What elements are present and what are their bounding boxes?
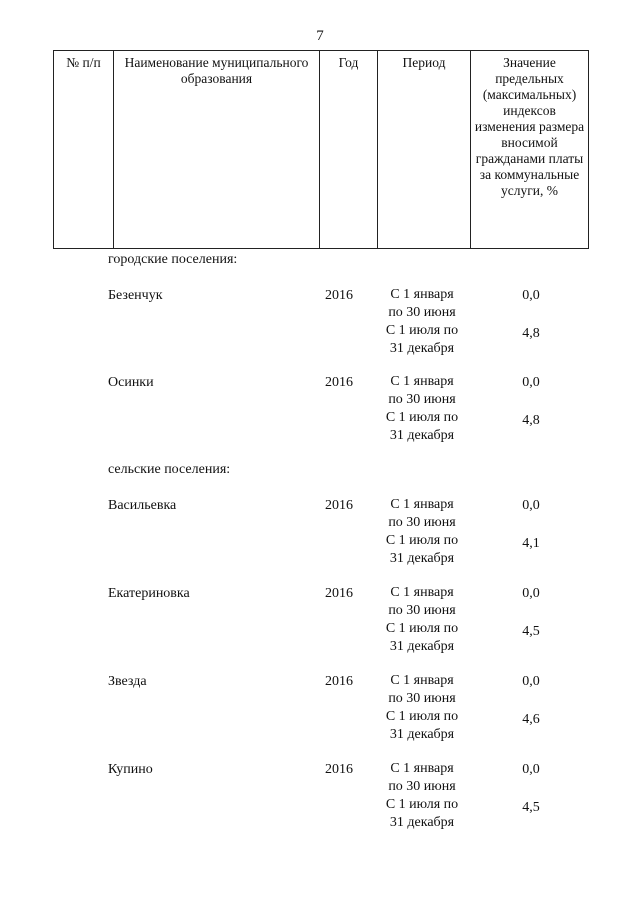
row-period: С 1 января по 30 июня С 1 июля по 31 декабря — [385, 287, 459, 356]
table-row — [0, 373, 640, 453]
row-values: 0,0 4,6 — [522, 674, 540, 727]
page-number: 7 — [316, 28, 324, 44]
table-header — [53, 50, 589, 249]
row-values: 0,0 4,8 — [522, 288, 540, 341]
group-title-urban: городские поселения: — [108, 252, 238, 267]
header-year: Год — [320, 51, 378, 249]
header-num: № п/п — [54, 51, 114, 249]
header-name: Наименование муниципального образования — [114, 51, 320, 249]
row-values: 0,0 4,8 — [522, 375, 540, 428]
row-name: Екатериновка — [108, 586, 190, 601]
row-year: 2016 — [325, 586, 353, 601]
header-period: Период — [378, 51, 471, 249]
row-name: Купино — [108, 762, 153, 777]
row-year: 2016 — [325, 674, 353, 689]
row-period: С 1 января по 30 июня С 1 июля по 31 декабря — [385, 761, 459, 830]
row-year: 2016 — [325, 762, 353, 777]
group-title-rural: сельские поселения: — [108, 462, 231, 477]
row-name: Безенчук — [108, 288, 163, 303]
table-row — [0, 286, 640, 366]
table-row — [0, 672, 640, 752]
row-name: Васильевка — [108, 498, 177, 513]
row-name: Звезда — [108, 674, 147, 689]
table-row — [0, 584, 640, 664]
row-period: С 1 января по 30 июня С 1 июля по 31 декабря — [385, 585, 459, 654]
table-row — [0, 760, 640, 840]
row-values: 0,0 4,5 — [522, 586, 540, 639]
row-period: С 1 января по 30 июня С 1 июля по 31 декабря — [385, 673, 459, 742]
row-year: 2016 — [325, 375, 353, 390]
row-year: 2016 — [325, 288, 353, 303]
row-values: 0,0 4,5 — [522, 762, 540, 815]
table-row — [0, 496, 640, 576]
row-year: 2016 — [325, 498, 353, 513]
header-value: Значение предельных (максимальных) индексов изменения размера вносимой гражданами платы за коммунальные услуги, % — [471, 51, 589, 249]
row-period: С 1 января по 30 июня С 1 июля по 31 декабря — [385, 497, 459, 566]
row-values: 0,0 4,1 — [522, 498, 540, 551]
row-name: Осинки — [108, 375, 154, 390]
row-period: С 1 января по 30 июня С 1 июля по 31 декабря — [385, 374, 459, 443]
